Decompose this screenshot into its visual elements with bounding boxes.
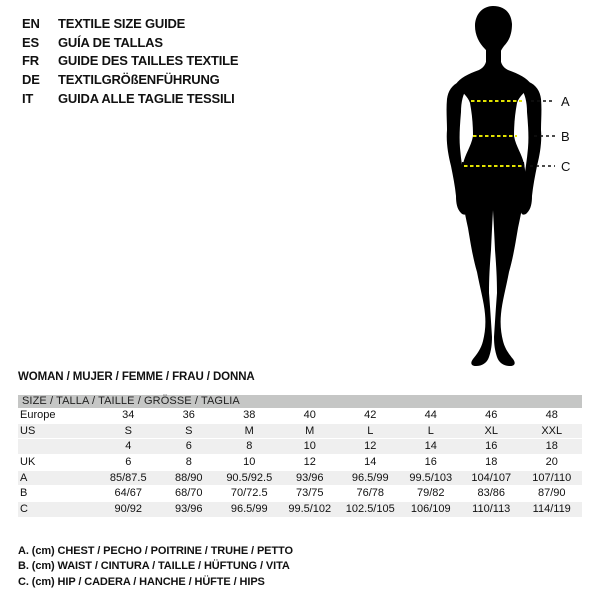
table-cell: 44	[424, 409, 437, 421]
row-label: UK	[20, 456, 36, 469]
table-cell: 114/119	[532, 503, 571, 516]
language-row-de	[22, 70, 238, 89]
table-cell: L	[427, 424, 434, 437]
size-table-header: SIZE / TALLA / TAILLE / GRÖSSE / TAGLIA	[18, 395, 582, 408]
table-cell: 34	[122, 409, 135, 421]
table-cell: 10	[303, 440, 316, 453]
table-cell: 102.5/105	[345, 503, 395, 516]
row-label: C	[20, 503, 28, 516]
measurement-legend	[18, 544, 293, 590]
language-list	[22, 14, 238, 108]
table-cell: 96.5/99	[230, 503, 268, 516]
table-cell: 48	[545, 409, 558, 421]
table-cell: S	[124, 424, 132, 437]
section-title-woman: WOMAN / MUJER / FEMME / FRAU / DONNA	[18, 371, 255, 383]
table-cell: 6	[125, 456, 132, 469]
language-code: IT	[22, 91, 34, 107]
table-cell: 10	[243, 456, 256, 469]
marker-label-c: C	[561, 159, 571, 174]
table-cell: 14	[364, 456, 377, 469]
table-cell: 76/78	[356, 487, 385, 500]
language-row-fr	[22, 52, 238, 71]
language-code: FR	[22, 53, 39, 69]
language-code: DE	[22, 72, 40, 88]
table-row-hip	[18, 502, 582, 518]
language-row-en	[22, 14, 238, 33]
table-cell: 16	[485, 440, 498, 453]
table-cell: 8	[246, 440, 253, 453]
silhouette-body	[447, 6, 542, 366]
table-cell: 93/96	[174, 503, 203, 516]
table-cell: 12	[303, 456, 316, 469]
table-cell: 90/92	[114, 503, 143, 516]
legend-hip: C. (cm) HIP / CADERA / HANCHE / HÜFTE / HIPS	[18, 575, 265, 588]
table-cell: M	[305, 424, 315, 437]
table-cell: 18	[485, 456, 498, 469]
table-cell: 64/67	[114, 487, 143, 500]
table-cell: 79/82	[416, 487, 445, 500]
table-cell: 99.5/103	[409, 471, 453, 484]
table-cell: 6	[185, 440, 192, 453]
woman-silhouette	[430, 0, 600, 372]
table-cell: 70/72.5	[230, 487, 268, 500]
language-row-it	[22, 89, 238, 108]
table-cell: 42	[364, 409, 377, 421]
table-cell: 87/90	[537, 487, 566, 500]
table-cell: 20	[545, 456, 558, 469]
marker-label-b: B	[561, 129, 570, 144]
table-cell: 93/96	[295, 471, 324, 484]
language-title: GUÍA DE TALLAS	[58, 34, 163, 50]
table-cell: 4	[125, 440, 132, 453]
table-cell: XXL	[541, 424, 563, 437]
table-cell: 96.5/99	[351, 471, 389, 484]
table-row-us-numbers	[18, 439, 582, 455]
table-cell: S	[185, 424, 193, 437]
table-row-waist	[18, 486, 582, 502]
legend-chest: A. (cm) CHEST / PECHO / POITRINE / TRUHE / PETTO	[18, 545, 293, 557]
table-cell: 8	[185, 456, 192, 469]
table-row-us-letters	[18, 424, 582, 440]
table-row-europe	[18, 408, 582, 424]
language-code: EN	[22, 15, 40, 31]
table-cell: 73/75	[295, 487, 324, 500]
table-cell: 107/110	[532, 471, 572, 484]
language-title: GUIDA ALLE TAGLIE TESSILI	[58, 91, 235, 107]
language-code: ES	[22, 34, 39, 50]
table-cell: 46	[485, 409, 498, 421]
row-label	[18, 439, 98, 454]
silhouette-right-leg	[492, 162, 525, 366]
table-cell: 16	[424, 456, 437, 469]
table-cell: XL	[484, 424, 498, 437]
row-label: Europe	[20, 409, 56, 421]
silhouette-left-leg	[461, 162, 494, 366]
table-cell: M	[244, 424, 254, 437]
table-cell: 12	[364, 440, 377, 453]
table-cell: 110/113	[472, 503, 511, 516]
table-cell: 36	[182, 409, 195, 421]
row-label: US	[20, 424, 36, 437]
table-cell: 90.5/92.5	[226, 471, 273, 484]
table-cell: 68/70	[174, 487, 203, 500]
table-cell: 40	[303, 409, 316, 421]
table-cell: 106/109	[410, 503, 451, 516]
table-cell: 83/86	[477, 487, 506, 500]
legend-waist: B. (cm) WAIST / CINTURA / TAILLE / HÜFTUNG / VITA	[18, 560, 290, 573]
table-cell: 14	[424, 440, 437, 453]
table-cell: 38	[243, 409, 256, 421]
size-table	[18, 395, 582, 518]
marker-label-a: A	[561, 94, 570, 109]
table-cell: 99.5/102	[288, 503, 332, 516]
table-cell: 88/90	[174, 471, 203, 484]
language-row-es	[22, 33, 238, 52]
table-cell: 104/107	[471, 471, 512, 484]
language-title: TEXTILGRÖßENFÜHRUNG	[58, 72, 220, 88]
row-label: A	[20, 471, 28, 484]
language-title: TEXTILE SIZE GUIDE	[58, 15, 186, 31]
table-cell: 18	[545, 440, 558, 453]
table-row-chest	[18, 471, 582, 487]
row-label: B	[20, 487, 28, 500]
table-row-uk	[18, 455, 582, 471]
table-cell: 85/87.5	[109, 471, 147, 484]
language-title: GUIDE DES TAILLES TEXTILE	[58, 53, 239, 69]
table-cell: L	[367, 424, 374, 437]
